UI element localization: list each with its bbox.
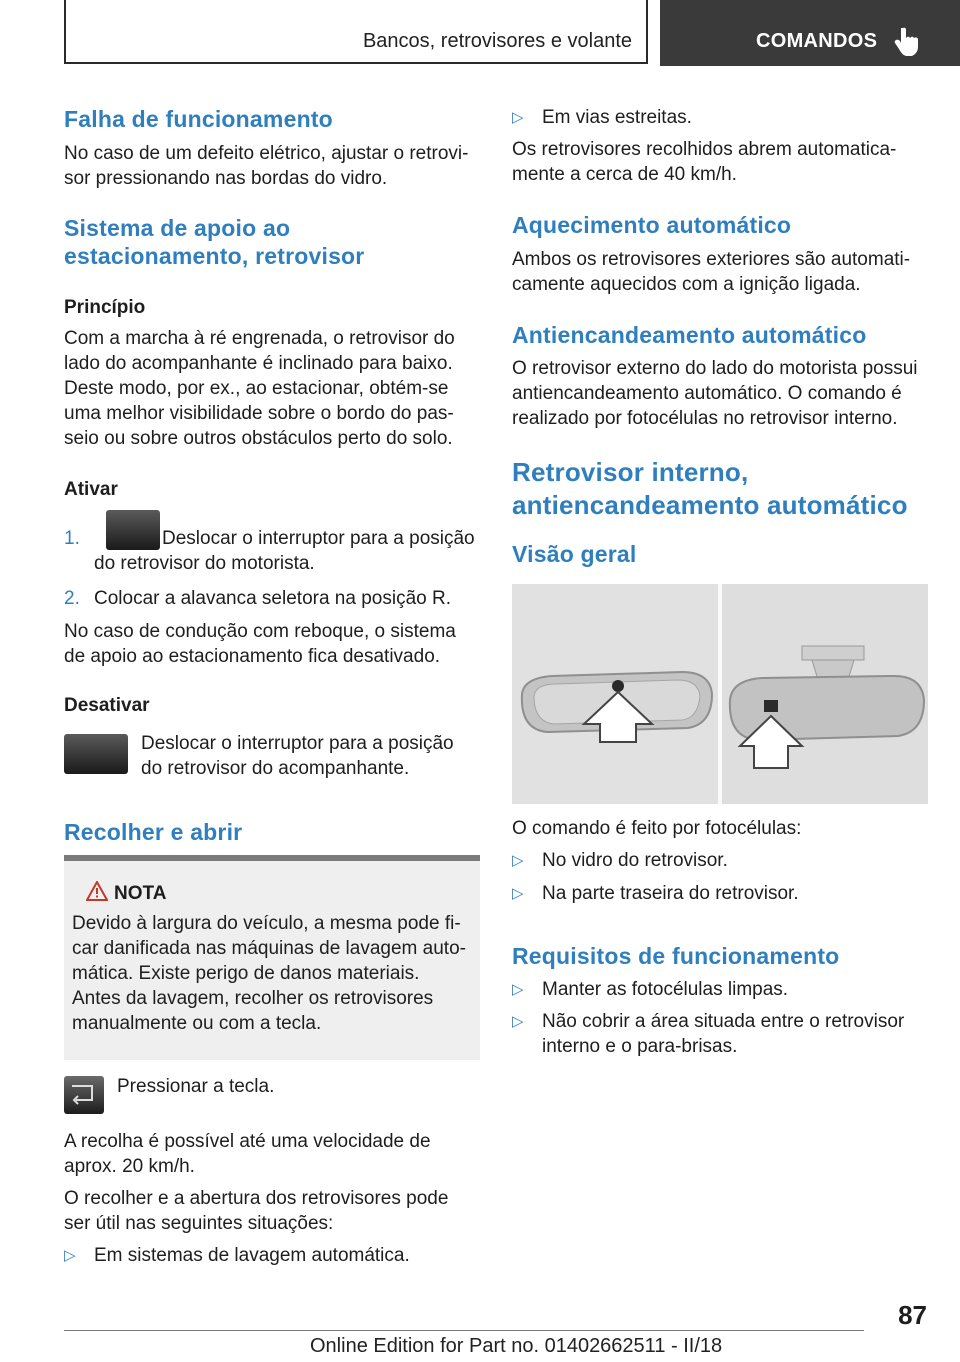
fold-mirror-key-icon	[64, 1076, 104, 1114]
bullet-vias	[512, 105, 928, 130]
bullet-lavagem-text: Em sistemas de lavagem automática.	[94, 1245, 410, 1266]
heading-visao: Visão geral	[512, 541, 637, 567]
bullet-triangle-icon: ▷	[64, 1247, 76, 1264]
text-falha: No caso de um defeito elétrico, ajustar o retrovisor pressionando nas bordas do vidro.	[64, 143, 469, 189]
text-util: O recolher e a abertura dos retrovisores pode ser útil nas seguintes situações:	[64, 1188, 449, 1234]
text-principio: Com a marcha à ré engrenada, o retrovisor do lado do acompanhante é inclinado para baixo. Deste modo, por ex., ao estacionar, obtém-se uma melhor visibilidade sobre o bordo do passeio ou sobre outros obstáculos perto do solo.	[64, 328, 455, 449]
bullet-triangle-icon: ▷	[512, 981, 524, 998]
note-title: NOTA	[114, 883, 167, 904]
text-abrem: Os retrovisores recolhidos abrem automaticamente a cerca de 40 km/h.	[512, 139, 897, 185]
bullet-triangle-icon: ▷	[512, 852, 524, 869]
page-number: 87	[898, 1300, 927, 1330]
heading-recolher: Recolher e abrir	[64, 819, 243, 845]
bullet-lavagem	[64, 1243, 480, 1268]
bullet-traseira-text: Na parte traseira do retrovisor.	[542, 883, 799, 904]
pointing-hand-icon	[894, 26, 920, 56]
heading-principio: Princípio	[64, 297, 146, 318]
step-2	[64, 586, 480, 611]
bullet-limpas-text: Manter as fotocélulas limpas.	[542, 979, 789, 1000]
bullet-triangle-icon: ▷	[512, 1013, 524, 1030]
header-title-box	[64, 0, 648, 64]
footer-divider	[64, 1330, 864, 1331]
bullet-traseira	[512, 881, 928, 906]
bullet-cobrir	[512, 1009, 928, 1059]
heading-aquecimento: Aquecimento automático	[512, 212, 792, 238]
text-reboque: No caso de condução com reboque, o sistema de apoio ao estacionamento fica desativado.	[64, 621, 456, 667]
bullet-vidro-text: No vidro do retrovisor.	[542, 850, 728, 871]
bullet-limpas	[512, 977, 928, 1002]
text-aquecimento: Ambos os retrovisores exteriores são automaticamente aquecidos com a ignição ligada.	[512, 249, 911, 295]
heading-antiencandeamento: Antiencandeamento automático	[512, 322, 867, 348]
edition-note: Online Edition for Part no. 01402662511 - II/18	[310, 1335, 723, 1357]
mirror-switch-passenger-icon	[64, 734, 128, 774]
page-header	[0, 0, 960, 66]
bullet-cobrir-text: Não cobrir a área situada entre o retrovisor interno e o para-brisas.	[542, 1011, 905, 1057]
step-2-text: Colocar a alavanca seletora na posição R.	[94, 588, 451, 609]
bullet-vidro	[512, 848, 928, 873]
text-desativar: Deslocar o interruptor para a posição do retrovisor do acompanhante.	[141, 733, 454, 779]
heading-falha: Falha de funcionamento	[64, 106, 333, 132]
bullet-triangle-icon: ▷	[512, 109, 524, 126]
fold-arrow-icon	[64, 1076, 104, 1114]
step-2-number: 2.	[64, 588, 80, 609]
note-text: Devido à largura do veículo, a mesma pode ficar danificada nas máquinas de lavagem automática. Existe perigo de danos materiais. Antes da lavagem, recolher os retrovisores manualmente ou com a tecla.	[72, 913, 466, 1034]
warning-icon	[86, 881, 108, 901]
heading-requisitos: Requisitos de funcionamento	[512, 943, 840, 969]
heading-ativar: Ativar	[64, 479, 118, 500]
text-comando: O comando é feito por fotocélulas:	[512, 818, 802, 839]
rear-view-mirror-illustration	[512, 584, 928, 804]
step-1-text: Deslocar o interruptor para a posição do retrovisor do motorista.	[94, 528, 475, 574]
mirror-overview-image	[512, 584, 928, 804]
heading-desativar: Desativar	[64, 695, 150, 716]
heading-sistema: Sistema de apoio ao estacionamento, retrovisor	[64, 215, 365, 269]
heading-interno: Retrovisor interno, antiencandeamento automático	[512, 457, 908, 520]
mirror-switch-driver-icon	[106, 510, 160, 550]
header-section-label: COMANDOS	[756, 30, 878, 52]
text-antiencandeamento: O retrovisor externo do lado do motorista possui antiencandeamento automático. O comando é realizado por fotocélulas no retrovisor interno.	[512, 358, 918, 429]
step-1-number: 1.	[64, 528, 80, 549]
header-section-tab	[660, 0, 960, 66]
step-1	[64, 526, 480, 576]
header-title: Bancos, retrovisores e volante	[362, 30, 632, 52]
text-recolha: A recolha é possível até uma velocidade de aprox. 20 km/h.	[64, 1131, 431, 1177]
bullet-triangle-icon: ▷	[512, 885, 524, 902]
bullet-vias-text: Em vias estreitas.	[542, 107, 692, 128]
note-box	[64, 855, 480, 1060]
text-tecla: Pressionar a tecla.	[117, 1076, 275, 1097]
